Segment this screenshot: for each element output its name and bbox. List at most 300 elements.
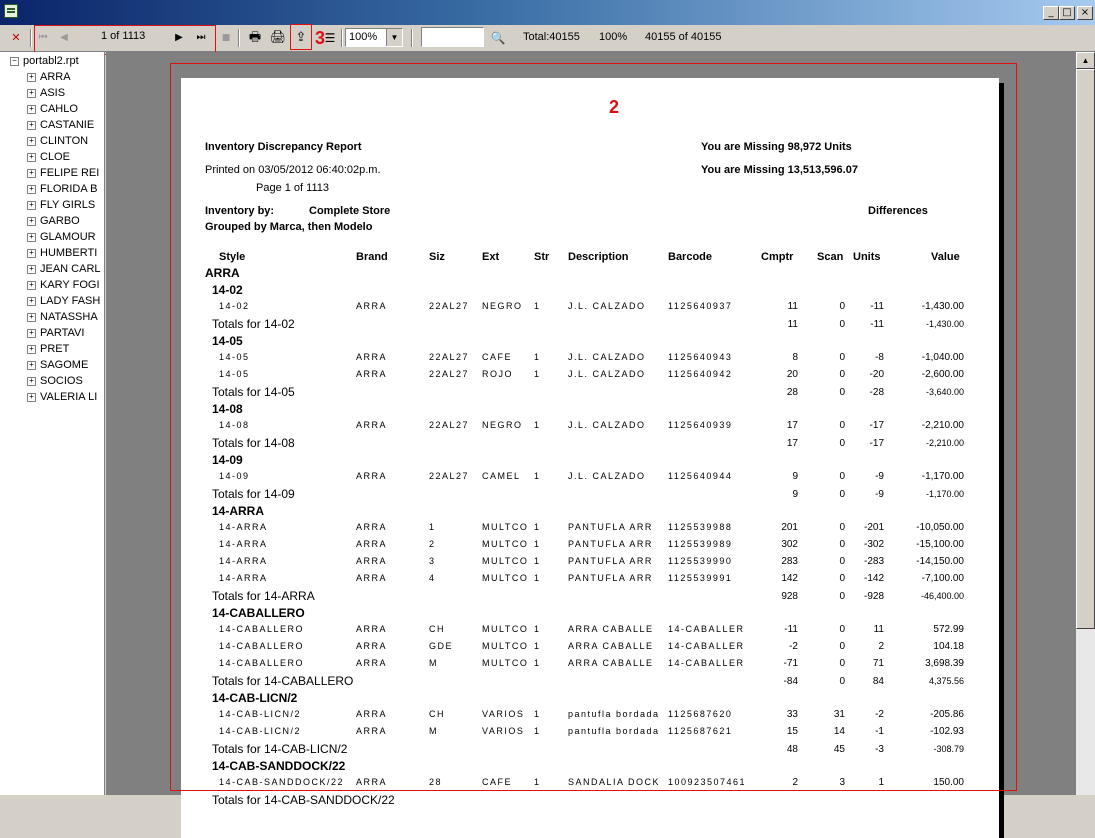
group-total-value: 11 [787,319,798,330]
group-total-label: Totals for 14-08 [212,436,295,450]
expand-icon[interactable]: + [27,393,36,402]
tree-item[interactable] [27,391,102,403]
group-total-value: 84 [872,676,884,687]
detail-cell: J.L. CALZADO [568,420,646,430]
detail-cell: 0 [839,301,845,312]
detail-cell: 1 [534,777,541,787]
detail-cell: 17 [786,420,798,431]
detail-cell: 0 [839,539,845,550]
detail-cell: ARRA [356,522,388,532]
expand-icon[interactable]: + [27,265,36,274]
group-total-value: 17 [786,438,798,449]
detail-cell: 0 [839,641,845,652]
zoom-select[interactable] [345,28,403,47]
detail-cell: 14-02 [219,301,250,311]
col-units: Units [853,251,881,263]
detail-cell: 3,698.39 [925,658,964,669]
grouped-by: Grouped by Marca, then Modelo [205,221,373,233]
tree-item[interactable] [27,247,102,259]
detail-cell: 14-ARRA [219,573,268,583]
inventory-by-label: Inventory by: [205,205,275,217]
group-header: 14-CAB-LICN/2 [212,691,298,705]
record-count: 40155 of 40155 [645,31,722,43]
detail-cell: 1 [534,641,541,651]
col-str: Str [534,251,550,263]
group-total-value: 0 [839,591,845,602]
expand-icon[interactable]: + [27,361,36,370]
detail-cell: 0 [839,556,845,567]
expand-icon[interactable]: + [27,73,36,82]
detail-cell: 1 [534,573,541,583]
detail-cell: PANTUFLA ARR [568,522,653,532]
expand-icon[interactable]: + [27,281,36,290]
detail-cell: 14-ARRA [219,522,268,532]
detail-cell: 22AL27 [429,301,470,311]
detail-cell: -2 [875,709,884,720]
group-total-label: Totals for 14-09 [212,487,295,501]
detail-cell: 0 [839,658,845,669]
detail-cell: J.L. CALZADO [568,352,646,362]
detail-cell: 283 [781,556,798,567]
tree-item[interactable] [27,375,102,387]
app-icon [4,4,18,18]
close-view-icon[interactable]: ✕ [11,31,21,44]
detail-cell: 1 [534,352,541,362]
detail-cell: ARRA [356,539,388,549]
expand-icon[interactable]: + [27,233,36,242]
group-total-label: Totals for 14-02 [212,317,295,331]
group-header: 14-02 [212,283,243,297]
expand-icon[interactable]: + [27,201,36,210]
detail-cell: 9 [792,471,798,482]
percent-loaded: 100% [599,31,628,43]
detail-cell: 1125539989 [668,539,733,549]
detail-cell: ARRA [356,471,388,481]
detail-cell: 1 [534,420,541,430]
detail-cell: 4 [429,573,436,583]
tree-item-label: FLY GIRLS [40,199,96,211]
scroll-thumb[interactable] [1076,69,1095,629]
detail-cell: ARRA [356,420,388,430]
tree-item-label: VALERIA LI [40,391,98,403]
differences-label: Differences [868,205,928,217]
col-ext: Ext [482,251,500,263]
detail-cell: 14-ARRA [219,539,268,549]
expand-icon[interactable]: + [27,137,36,146]
detail-cell: 1125539990 [668,556,733,566]
detail-cell: -17 [869,420,884,431]
detail-cell: J.L. CALZADO [568,471,646,481]
tree-item[interactable] [27,119,102,131]
detail-cell: 20 [786,369,798,380]
detail-cell: 100923507461 [668,777,747,787]
detail-cell: -1 [875,726,884,737]
annotation-box-3 [290,24,312,50]
group-total-label: Totals for 14-CABALLERO [212,674,354,688]
group-total-value: 0 [839,319,845,330]
group-total-value: 0 [839,387,845,398]
detail-cell: 14-08 [219,420,250,430]
detail-cell: CH [429,624,445,634]
detail-cell: CAMEL [482,471,521,481]
detail-cell: pantufla bordada [568,709,660,719]
scroll-up-icon[interactable]: ▲ [1076,52,1095,69]
detail-cell: pantufla bordada [568,726,660,736]
detail-cell: 14-ARRA [219,556,268,566]
group-total-value: 9 [792,489,798,500]
detail-cell: 1125640942 [668,369,733,379]
detail-cell: 71 [872,658,884,669]
printed-date: Printed on 03/05/2012 06:40:02p.m. [205,164,381,176]
detail-cell: -8 [875,352,884,363]
detail-cell: -283 [863,556,884,567]
detail-cell: 0 [839,352,845,363]
expand-icon[interactable]: + [27,169,36,178]
group-tree [0,52,105,795]
expand-icon[interactable]: + [27,345,36,354]
tree-item[interactable] [27,215,102,227]
search-icon[interactable]: 🔍 [490,31,506,45]
annotation-box-1 [34,25,216,55]
tree-item-label: FELIPE REI [40,167,100,179]
annotation-label-3: 3 [315,28,326,48]
tree-item-label: CLINTON [40,135,89,147]
detail-cell: 0 [839,522,845,533]
col-style: Style [219,251,246,263]
title-bar [0,0,1095,25]
minimize-button[interactable]: _ [1043,6,1059,20]
detail-cell: 14-CABALLER [668,641,745,651]
group-total-value: -3,640.00 [925,387,964,397]
detail-cell: -71 [783,658,798,669]
detail-cell: -20 [869,369,884,380]
tree-item[interactable] [27,295,102,307]
detail-cell: -205.86 [930,709,964,720]
expand-icon[interactable]: + [27,249,36,258]
detail-cell: 14-CAB-LICN/2 [219,709,302,719]
tree-item-label: ASIS [40,87,66,99]
tree-item-label: GLAMOUR [40,231,96,243]
tree-item-label: CLOE [40,151,70,163]
detail-cell: 302 [781,539,798,550]
detail-cell: 1 [534,522,541,532]
detail-cell: 28 [429,777,443,787]
expand-icon[interactable]: + [27,377,36,386]
detail-cell: ARRA [356,641,388,651]
tree-item-label: PRET [40,343,70,355]
tree-item[interactable] [27,263,102,275]
collapse-icon[interactable]: − [10,57,19,66]
tree-item[interactable] [27,327,102,339]
tree-item-label: LADY FASH [40,295,101,307]
missing-units: You are Missing 98,972 Units [701,141,852,153]
detail-cell: ARRA [356,556,388,566]
detail-cell: 14-CABALLERO [219,641,305,651]
detail-cell: 0 [839,420,845,431]
zoom-dropdown-icon[interactable]: ▼ [386,29,402,46]
search-input[interactable] [421,27,484,47]
detail-cell: 14-CABALLER [668,658,745,668]
expand-icon[interactable]: + [27,185,36,194]
tree-item[interactable] [27,343,102,355]
detail-cell: -15,100.00 [916,539,964,550]
group-total-value: -84 [783,676,798,687]
col-brand: Brand [356,251,388,263]
detail-cell: 572.99 [933,624,964,635]
detail-cell: 1125640939 [668,420,733,430]
detail-cell: -102.93 [930,726,964,737]
export-icon[interactable]: ⇪ [295,30,307,45]
group-total-value: 0 [839,676,845,687]
inventory-by-value: Complete Store [309,205,391,217]
detail-cell: M [429,658,438,668]
expand-icon[interactable]: + [27,105,36,114]
tree-item-label: NATASSHA [40,311,98,323]
detail-cell: -302 [863,539,884,550]
expand-icon[interactable]: + [27,313,36,322]
group-total-label: Totals for 14-CAB-SANDDOCK/22 [212,793,395,807]
detail-cell: ARRA [356,369,388,379]
detail-cell: ARRA CABALLE [568,641,654,651]
tree-item[interactable] [27,71,102,83]
detail-cell: CH [429,709,445,719]
detail-cell: 1125539988 [668,522,733,532]
report-title: Inventory Discrepancy Report [205,141,362,153]
total-count: Total:40155 [523,31,580,43]
last-page-icon[interactable]: ⏭ [196,32,206,43]
detail-cell: ARRA CABALLE [568,658,654,668]
detail-cell: ARRA [356,301,388,311]
detail-cell: 1125640943 [668,352,733,362]
group-total-value: 45 [833,744,845,755]
group-total-label: Totals for 14-ARRA [212,589,315,603]
detail-cell: 2 [429,539,436,549]
group-header: 14-05 [212,334,243,348]
group-header: 14-ARRA [212,504,265,518]
printer-setup-icon[interactable]: 🖨 [269,30,287,45]
detail-cell: -1,040.00 [921,352,964,363]
tree-item-label: PARTAVI [40,327,85,339]
detail-cell: 1 [534,556,541,566]
tree-item-label: GARBO [40,215,80,227]
tree-item-label: CASTANIE [40,119,95,131]
tree-item[interactable] [27,135,102,147]
detail-cell: ARRA CABALLE [568,624,654,634]
detail-cell: 2 [792,777,798,788]
group-total-value: -46,400.00 [920,591,964,601]
detail-cell: 14-CABALLERO [219,624,305,634]
group-total-value: 928 [781,591,798,602]
tree-item-label: HUMBERTI [40,247,98,259]
detail-cell: 14-05 [219,352,250,362]
group-header: 14-09 [212,453,243,467]
detail-cell: SANDALIA DOCK [568,777,661,787]
next-page-icon[interactable]: ▶ [175,32,183,43]
print-icon[interactable]: 🖶 [248,30,262,45]
detail-cell: 1 [534,539,541,549]
group-total-value: -11 [870,319,884,330]
detail-cell: PANTUFLA ARR [568,556,653,566]
detail-cell: MULTCO [482,624,529,634]
detail-cell: NEGRO [482,420,523,430]
detail-cell: NEGRO [482,301,523,311]
group-total-label: Totals for 14-CAB-LICN/2 [212,742,348,756]
detail-cell: ARRA [356,352,388,362]
detail-cell: ARRA [356,624,388,634]
expand-icon[interactable]: + [27,329,36,338]
group-total-value: -1,430.00 [925,319,964,329]
expand-icon[interactable]: + [27,153,36,162]
tree-item[interactable] [27,311,102,323]
detail-cell: ARRA [356,709,388,719]
detail-cell: -1,170.00 [921,471,964,482]
tree-item[interactable] [27,199,102,211]
detail-cell: PANTUFLA ARR [568,573,653,583]
detail-cell: 33 [786,709,798,720]
tree-item[interactable] [27,151,102,163]
page-number: Page 1 of 1113 [256,182,329,194]
annotation-label-2: 2 [609,97,620,117]
detail-cell: -11 [784,624,798,635]
group-header: 14-CAB-SANDDOCK/22 [212,759,346,773]
detail-cell: ARRA [356,726,388,736]
group-total-value: -928 [863,591,884,602]
detail-cell: 1 [534,301,541,311]
group-total-value: 0 [839,489,845,500]
group-total-value: 28 [786,387,798,398]
group-total-value: -17 [869,438,884,449]
tree-item-label: SAGOME [40,359,89,371]
detail-cell: J.L. CALZADO [568,369,646,379]
detail-cell: VARIOS [482,709,525,719]
detail-cell: 1 [429,522,436,532]
detail-cell: MULTCO [482,556,529,566]
detail-cell: ARRA [356,777,388,787]
group-total-value: -1,170.00 [925,489,964,499]
tree-item-label: FLORIDA B [40,183,98,195]
detail-cell: 1 [534,726,541,736]
close-window-button[interactable]: × [1077,6,1093,20]
tree-item-label: KARY FOGI [40,279,100,291]
expand-icon[interactable]: + [27,121,36,130]
detail-cell: VARIOS [482,726,525,736]
expand-icon[interactable]: + [27,217,36,226]
detail-cell: CAFE [482,352,513,362]
detail-cell: -10,050.00 [916,522,964,533]
group-header: 14-08 [212,402,243,416]
group-total-value: 0 [839,438,845,449]
tree-item[interactable] [27,103,102,115]
detail-cell: 22AL27 [429,369,470,379]
group-total-value: -308.79 [933,744,964,754]
expand-icon[interactable]: + [27,297,36,306]
detail-cell: 0 [839,573,845,584]
detail-cell: CAFE [482,777,513,787]
detail-cell: 3 [839,777,845,788]
group-header: 14-CABALLERO [212,606,305,620]
detail-cell: 0 [839,624,845,635]
col-siz: Siz [429,251,445,263]
col-cmptr: Cmptr [761,251,794,263]
detail-cell: MULTCO [482,522,529,532]
detail-cell: -2,210.00 [921,420,964,431]
detail-cell: MULTCO [482,539,529,549]
brand-group-header: ARRA [205,266,240,280]
annotation-box-2 [170,63,1017,791]
detail-cell: 14-CABALLERO [219,658,305,668]
tree-item[interactable] [27,359,102,371]
detail-cell: 11 [787,301,798,312]
expand-icon[interactable]: + [27,89,36,98]
detail-cell: 1 [534,709,541,719]
tree-item[interactable] [27,87,102,99]
detail-cell: 104.18 [933,641,964,652]
detail-cell: 14-09 [219,471,250,481]
toggle-tree-icon[interactable]: ☰ [324,31,336,45]
stop-icon[interactable]: ■ [221,33,231,43]
detail-cell: PANTUFLA ARR [568,539,653,549]
group-total-label: Totals for 14-05 [212,385,295,399]
detail-cell: 14-CABALLER [668,624,745,634]
col-scan: Scan [817,251,844,263]
detail-cell: 15 [786,726,798,737]
detail-cell: -11 [870,301,884,312]
detail-cell: 1125539991 [668,573,733,583]
detail-cell: -7,100.00 [921,573,964,584]
detail-cell: 142 [781,573,798,584]
detail-cell: -2 [789,641,798,652]
detail-cell: 14 [833,726,845,737]
tree-item[interactable] [27,183,102,195]
col-value: Value [931,251,960,263]
detail-cell: 150.00 [933,777,964,788]
detail-cell: -142 [863,573,884,584]
page-position: 1 of 1113 [101,30,146,42]
previous-page-icon[interactable]: ◀ [60,32,68,43]
detail-cell: 22AL27 [429,352,470,362]
detail-cell: 1125687620 [668,709,733,719]
detail-cell: MULTCO [482,573,529,583]
detail-cell: ARRA [356,573,388,583]
detail-cell: 22AL27 [429,471,470,481]
tree-root[interactable]: − portabl2.rpt [10,55,79,67]
first-page-icon[interactable]: ⏮ [38,32,48,43]
detail-cell: 1 [534,471,541,481]
detail-cell: -2,600.00 [921,369,964,380]
tree-item[interactable] [27,231,102,243]
detail-cell: 1125640944 [668,471,733,481]
vertical-scrollbar[interactable] [1076,52,1095,795]
detail-cell: 3 [429,556,436,566]
tree-item-label: JEAN CARL [40,263,101,275]
detail-cell: ARRA [356,658,388,668]
group-total-value: -28 [869,387,884,398]
tree-item[interactable] [27,167,102,179]
detail-cell: 1 [878,777,884,788]
detail-cell: 201 [781,522,798,533]
maximize-button[interactable]: □ [1059,6,1075,20]
detail-cell: 14-CAB-LICN/2 [219,726,302,736]
detail-cell: 14-CAB-SANDDOCK/22 [219,777,345,787]
detail-cell: 2 [878,641,884,652]
detail-cell: -1,430.00 [921,301,964,312]
tree-item[interactable] [27,279,102,291]
col-barcode: Barcode [668,251,713,263]
detail-cell: -9 [875,471,884,482]
detail-cell: GDE [429,641,454,651]
detail-cell: 1 [534,369,541,379]
detail-cell: 1125687621 [668,726,733,736]
